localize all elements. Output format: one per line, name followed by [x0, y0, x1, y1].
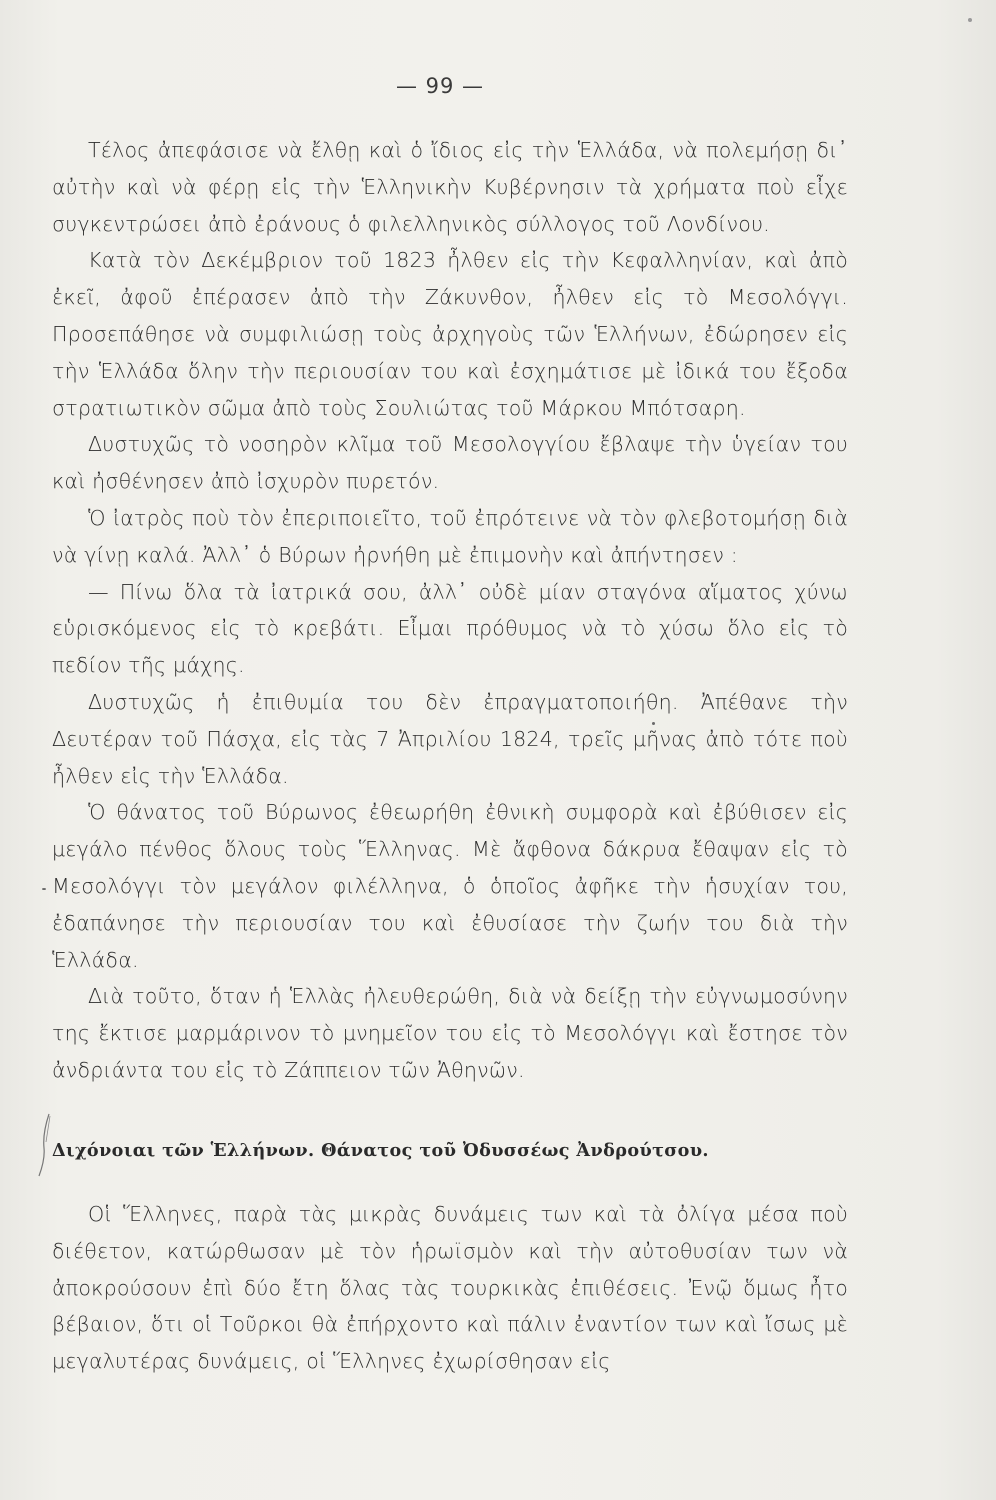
section-body-text	[52, 1196, 848, 1380]
body-text	[52, 132, 848, 1089]
paragraph: Τέλος ἀπεφάσισε νὰ ἔλθῃ καὶ ὁ ἴδιος εἰς τὴν Ἑλλάδα, νὰ πολεμήσῃ δι᾽ αὐτὴν καὶ νὰ φέρῃ εἰς τὴν Ἑλληνικὴν Κυβέρνησιν τὰ χρήματα ποὺ εἶχε συγκεντρώσει ἀπὸ ἐράνους ὁ φιλελληνικὸς σύλλογος τοῦ Λονδίνου.	[52, 138, 848, 236]
section-heading: Διχόνοιαι τῶν Ἑλλήνων. Θάνατος τοῦ Ὀδυσσέως Ἀνδρούτσου.	[52, 1140, 709, 1161]
paragraph: Δυστυχῶς τὸ νοσηρὸν κλῖμα τοῦ Μεσολογγίου ἔβλαψε τὴν ὑγείαν του καὶ ἠσθένησεν ἀπὸ ἰσχυρὸν πυρετόν.	[52, 432, 848, 494]
paragraph: — Πίνω ὅλα τὰ ἰατρικά σου, ἀλλ᾽ οὐδὲ μίαν σταγόνα αἵματος χύνω εὑρισκόμενος εἰς τὸ κρεβάτι. Εἶμαι πρόθυμος νὰ τὸ χύσω ὅλο εἰς τὸ πεδίον τῆς μάχης.	[52, 579, 848, 678]
paper-speck	[652, 722, 655, 725]
paper-speck	[42, 888, 46, 890]
paragraph: Διὰ τοῦτο, ὅταν ἡ Ἑλλὰς ἠλευθερώθη, διὰ νὰ δείξῃ τὴν εὐγνωμοσύνην της ἔκτισε μαρμάρινον τὸ μνημεῖον του εἰς τὸ Μεσολόγγι καὶ ἔστησε τὸν ἀνδριάντα του εἰς τὸ Ζάππειον τῶν Ἀθηνῶν.	[52, 984, 848, 1082]
paragraph: Ὁ ἰατρὸς ποὺ τὸν ἐπεριποιεῖτο, τοῦ ἐπρότεινε νὰ τὸν φλεβοτομήσῃ διὰ νὰ γίνῃ καλά. Ἀλλ᾽ ὁ Βύρων ἠρνήθη μὲ ἐπιμονὴν καὶ ἀπήντησεν :	[52, 505, 848, 567]
pencil-margin-mark	[36, 1112, 52, 1178]
paragraph: Δυστυχῶς ἡ ἐπιθυμία του δὲν ἐπραγματοποιήθη. Ἀπέθανε τὴν Δευτέραν τοῦ Πάσχα, εἰς τὰς 7 Ἀπριλίου 1824, τρεῖς μῆνας ἀπὸ τότε ποὺ ἦλθεν εἰς τὴν Ἑλλάδα.	[52, 689, 848, 788]
page-number: — 99 —	[395, 74, 485, 98]
paragraph: Κατὰ τὸν Δεκέμβριον τοῦ 1823 ἦλθεν εἰς τὴν Κεφαλληνίαν, καὶ ἀπὸ ἐκεῖ, ἀφοῦ ἐπέρασεν ἀπὸ τὴν Ζάκυνθον, ἦλθεν εἰς τὸ Μεσολόγγι. Προσεπάθησε νὰ συμφιλιώσῃ τοὺς ἀρχηγοὺς τῶν Ἑλλήνων, ἐδώρησεν εἰς τὴν Ἑλλάδα ὅλην τὴν περιουσίαν του καὶ ἐσχημάτισε μὲ ἰδικά του ἔξοδα στρατιωτικὸν σῶμα ἀπὸ τοὺς Σουλιώτας τοῦ Μάρκου Μπότσαρη.	[52, 248, 848, 420]
paper-speck	[968, 18, 972, 22]
paragraph: Οἱ Ἕλληνες, παρὰ τὰς μικρὰς δυνάμεις των καὶ τὰ ὀλίγα μέσα ποὺ διέθετον, κατώρθωσαν μὲ τὸν ἡρωϊσμὸν καὶ τὴν αὐτοθυσίαν των νὰ ἀποκρούσουν ἐπὶ δύο ἔτη ὅλας τὰς τουρκικὰς ἐπιθέσεις. Ἐνῷ ὅμως ἦτο βέβαιον, ὅτι οἱ Τοῦρκοι θὰ ἐπήρχοντο καὶ πάλιν ἐναντίον των καὶ ἴσως μὲ μεγαλυτέρας δυνάμεις, οἱ Ἕλληνες ἐχωρίσθησαν εἰς	[52, 1202, 848, 1374]
paragraph: Ὁ θάνατος τοῦ Βύρωνος ἐθεωρήθη ἐθνικὴ συμφορὰ καὶ ἐβύθισεν εἰς μεγάλο πένθος ὅλους τοὺς Ἕλληνας. Μὲ ἄφθονα δάκρυα ἔθαψαν εἰς τὸ Μεσολόγγι τὸν μεγάλον φιλέλληνα, ὁ ὁποῖος ἀφῆκε τὴν ἡσυχίαν του, ἐδαπάνησε τὴν περιουσίαν του καὶ ἐθυσίασε τὴν ζωήν του διὰ τὴν Ἑλλάδα.	[52, 800, 848, 972]
